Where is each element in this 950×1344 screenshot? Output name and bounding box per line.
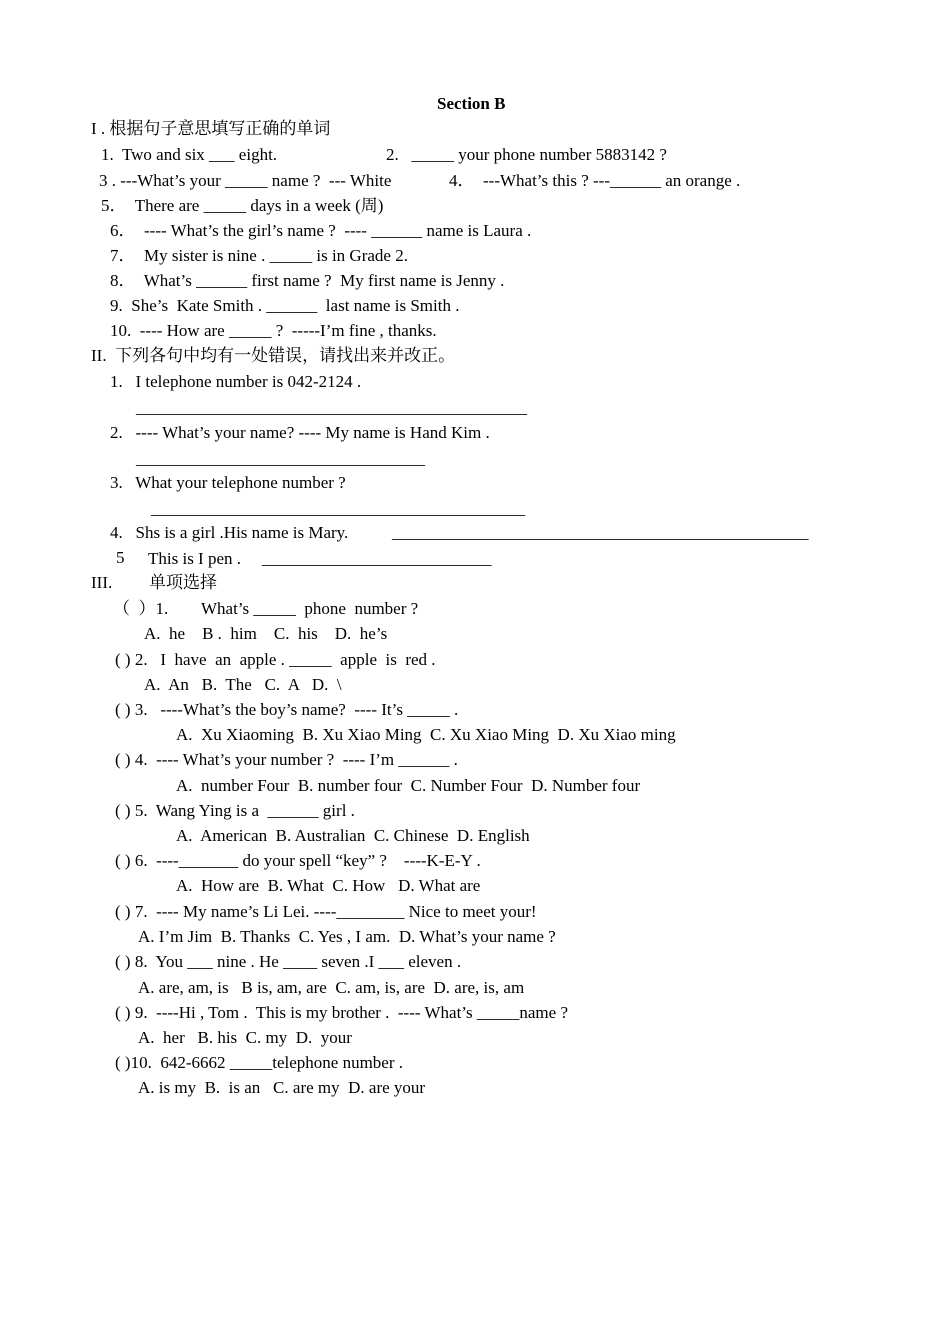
question-line: ( ) 2. I have an apple . _____ apple is red . [115,650,436,669]
section-3-heading: 单项选择 [149,573,217,592]
options-line: A. Xu Xiaoming B. Xu Xiao Ming C. Xu Xiao Ming D. Xu Xiao ming [176,725,676,744]
question-line: 6． ---- What’s the girl’s name ? ---- ______ name is Laura . [110,221,532,240]
answer-line: ____________________________________________ [151,499,525,518]
section-1-heading: I . 根据句子意思填写正确的单词 [91,119,331,138]
question-line: 3. What your telephone number ? [110,473,346,492]
question-line: ( ) 7. ---- My name’s Li Lei. ----________ Nice to meet your! [115,902,537,921]
question-line: ( ) 8. You ___ nine . He ____ seven .I ___ eleven . [115,952,462,971]
question-line: 4． ---What’s this ? ---______ an orange . [449,171,741,190]
question-line: ( ) 6. ----_______ do your spell “key” ? ----K-E-Y . [115,851,481,870]
question-line: 8． What’s ______ first name ? My first name is Jenny . [110,271,505,290]
question-line: 2. ---- What’s your name? ---- My name is Hand Kim . [110,423,490,442]
question-line: 7． My sister is nine . _____ is in Grade 2. [110,246,408,265]
section-3-number: III. [91,573,113,592]
question-line: 9. She’s Kate Smith . ______ last name is Smith . [110,296,460,315]
question-number: 5 [116,548,125,567]
question-line: What’s _____ phone number ? [201,599,419,618]
options-line: A. her B. his C. my D. your [138,1028,352,1047]
answer-line: _________________________________________________ [392,523,809,542]
question-line: 3 . ---What’s your _____ name ? --- White [99,171,392,190]
options-line: A. number Four B. number four C. Number Four D. Number four [176,776,641,795]
question-line: ( ) 9. ----Hi , Tom . This is my brother . ---- What’s _____name ? [115,1003,568,1022]
question-line: 10. ---- How are _____ ? -----I’m fine , thanks. [110,321,437,340]
question-line: ( ) 5. Wang Ying is a ______ girl . [115,801,355,820]
answer-line: ______________________________________________ [136,398,527,417]
question-line: This is I pen . [148,549,242,568]
question-line: ( )10. 642-6662 _____telephone number . [115,1053,403,1072]
answer-line: __________________________________ [136,449,425,468]
page-title: Section B [437,94,506,113]
question-line: 4. Shs is a girl .His name is Mary. [110,523,349,542]
options-line: A. is my B. is an C. are my D. are your [138,1078,426,1097]
options-line: A. How are B. What C. How D. What are [176,876,481,895]
question-line: 2. _____ your phone number 5883142 ? [386,145,667,164]
options-line: A. An B. The C. A D. \ [144,675,342,694]
options-line: A. are, am, is B is, am, are C. am, is, are D. are, is, am [138,978,525,997]
question-line: ( ) 3. ----What’s the boy’s name? ---- It’s _____ . [115,700,459,719]
options-line: A. he B . him C. his D. he’s [144,624,388,643]
question-line: ( ) 4. ---- What’s your number ? ---- I’m ______ . [115,750,458,769]
options-line: A. I’m Jim B. Thanks C. Yes , I am. D. What’s your name ? [138,927,556,946]
question-number: （ ）1. [113,599,169,618]
options-line: A. American B. Australian C. Chinese D. English [176,826,530,845]
question-line: 1. I telephone number is 042-2124 . [110,372,362,391]
question-line: 1. Two and six ___ eight. [101,145,278,164]
question-line: 5． There are _____ days in a week (周) [101,196,384,215]
answer-line: ___________________________ [262,549,492,568]
section-2-heading: II. 下列各句中均有一处错误，请找出来并改正。 [91,346,456,365]
